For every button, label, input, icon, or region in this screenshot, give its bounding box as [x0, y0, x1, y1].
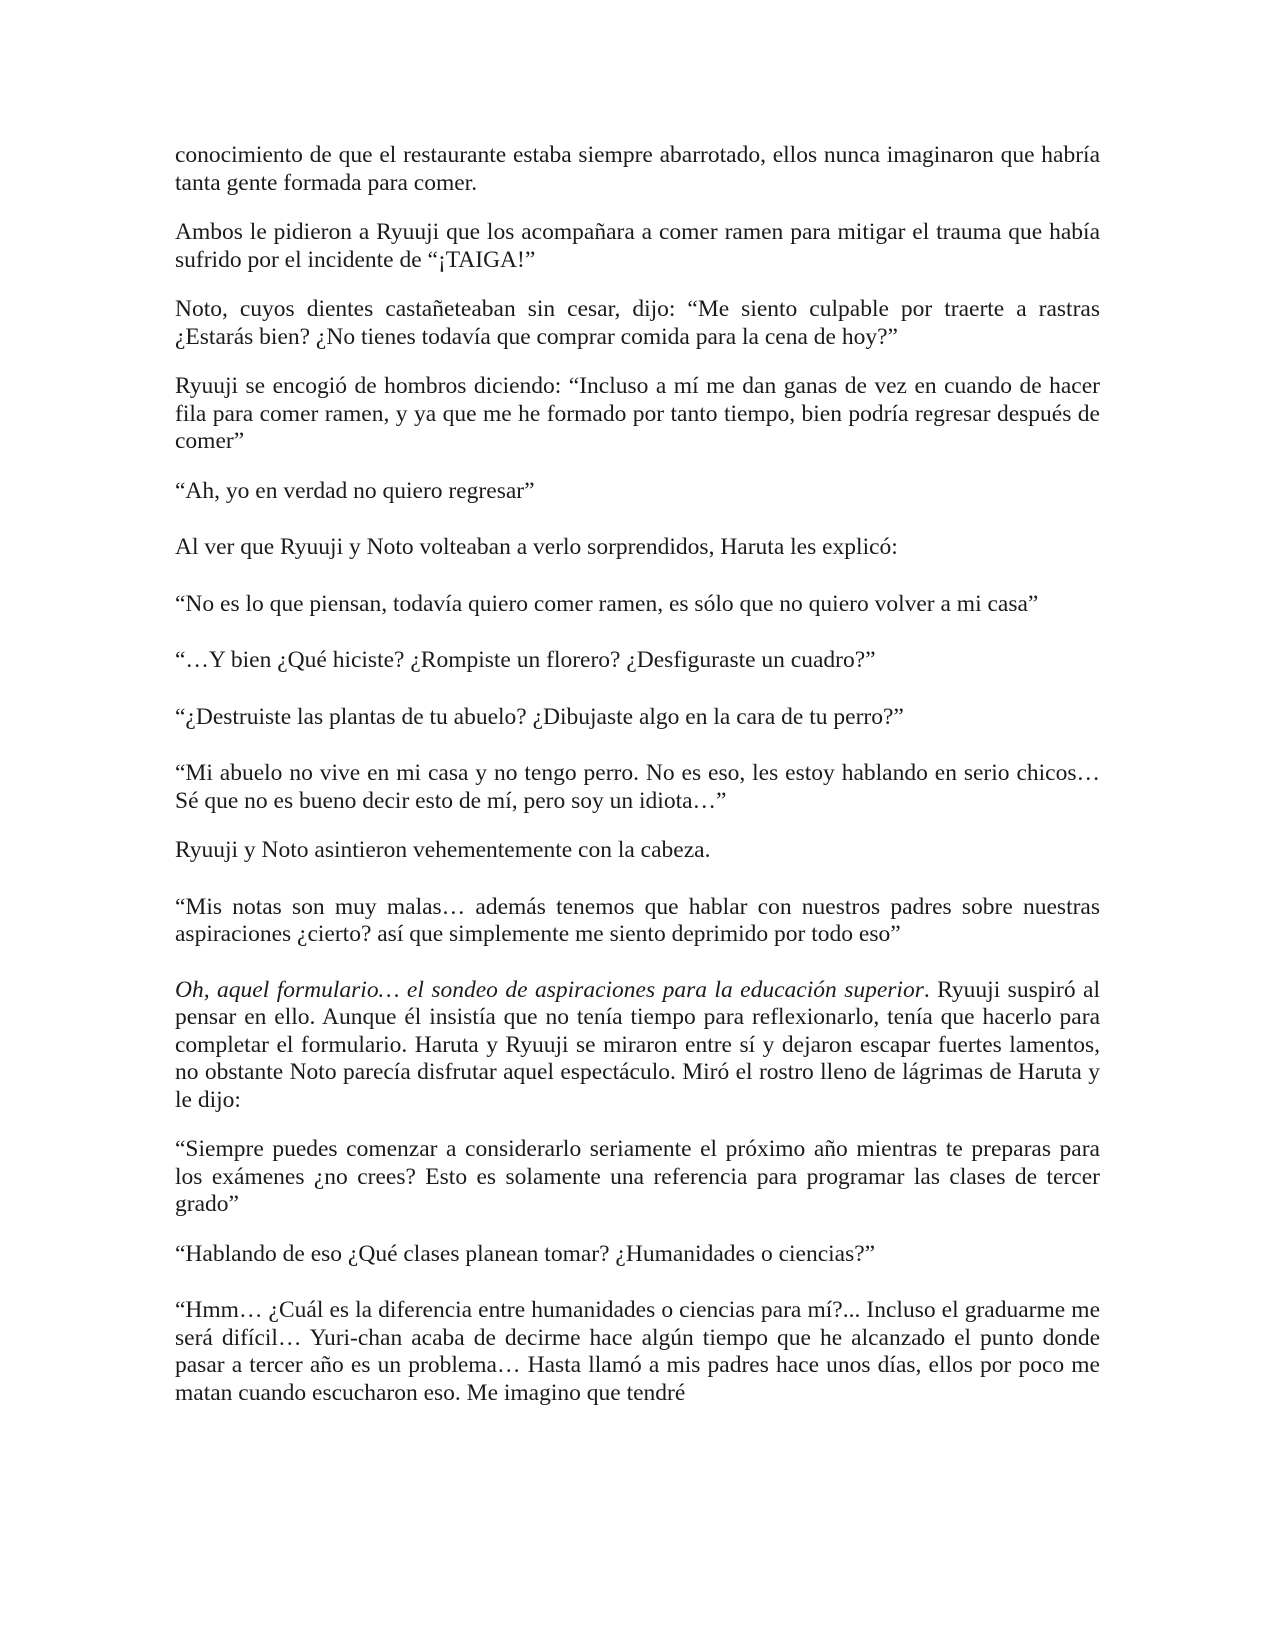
paragraph-9: “¿Destruiste las plantas de tu abuelo? ¿Dibujaste algo en la cara de tu perro?”	[175, 703, 904, 730]
paragraph-10: “Mi abuelo no vive en mi casa y no tengo perro. No es eso, les estoy hablando en serio chicos… Sé que no es bueno decir esto de mí, pero soy un idiota…”	[175, 760, 1100, 814]
italic-thought: Oh, aquel formulario… el sondeo de aspiraciones para la educación superior	[175, 976, 924, 1003]
paragraph-7: “No es lo que piensan, todavía quiero comer ramen, es sólo que no quiero volver a mi casa”	[175, 590, 1039, 617]
paragraph-8: “…Y bien ¿Qué hiciste? ¿Rompiste un florero? ¿Desfiguraste un cuadro?”	[175, 647, 876, 673]
paragraph-3: Noto, cuyos dientes castañeteaban sin cesar, dijo: “Me siento culpable por traerte a rastras ¿Estarás bien? ¿No tienes todavía que comprar comida para la cena de hoy?”	[175, 296, 1100, 350]
paragraph-5: “Ah, yo en verdad no quiero regresar”	[175, 477, 535, 504]
paragraph-14: “Siempre puedes comenzar a considerarlo seriamente el próximo año mientras te preparas para los exámenes ¿no crees? Esto es solamente una referencia para programar las clases de tercer grado”	[175, 1136, 1100, 1217]
paragraph-11: Ryuuji y Noto asintieron vehementemente con la cabeza.	[175, 837, 711, 863]
paragraph-13	[175, 977, 1100, 1115]
paragraph-12: “Mis notas son muy malas… además tenemos que hablar con nuestros padres sobre nuestras aspiraciones ¿cierto? así que simplemente me siento deprimido por todo eso”	[175, 893, 1100, 947]
document-page	[175, 142, 1100, 1407]
paragraph-13-rest: . Ryuuji suspiró al pensar en ello. Aunque él insistía que no tenía tiempo para reflexionarlo, tenía que hacerlo para completar el formulario. Haruta y Ryuuji se miraron entre sí y dejaron escapar fuertes lamentos, no obstante Noto parecía disfrutar aquel espectáculo. Miró el rostro lleno de lágrimas de Haruta y le dijo:	[175, 976, 1100, 1113]
paragraph-16: “Hmm… ¿Cuál es la diferencia entre humanidades o ciencias para mí?... Incluso el graduarme me será difícil… Yuri-chan acaba de decirme hace algún tiempo que he alcanzado el punto donde pasar a tercer año es un problema… Hasta llamó a mis padres hace unos días, ellos por poco me matan cuando escucharon eso. Me imagino que tendré	[175, 1297, 1100, 1406]
paragraph-6: Al ver que Ryuuji y Noto volteaban a verlo sorprendidos, Haruta les explicó:	[175, 534, 898, 560]
paragraph-15: “Hablando de eso ¿Qué clases planean tomar? ¿Humanidades o ciencias?”	[175, 1240, 876, 1267]
paragraph-2: Ambos le pidieron a Ryuuji que los acompañara a comer ramen para mitigar el trauma que había sufrido por el incidente de “¡TAIGA!”	[175, 219, 1100, 273]
paragraph-1: conocimiento de que el restaurante estaba siempre abarrotado, ellos nunca imaginaron que habría tanta gente formada para comer.	[175, 142, 1100, 196]
paragraph-4: Ryuuji se encogió de hombros diciendo: “Incluso a mí me dan ganas de vez en cuando de hacer fila para comer ramen, y ya que me he formado por tanto tiempo, bien podría regresar después de comer”	[175, 373, 1100, 454]
